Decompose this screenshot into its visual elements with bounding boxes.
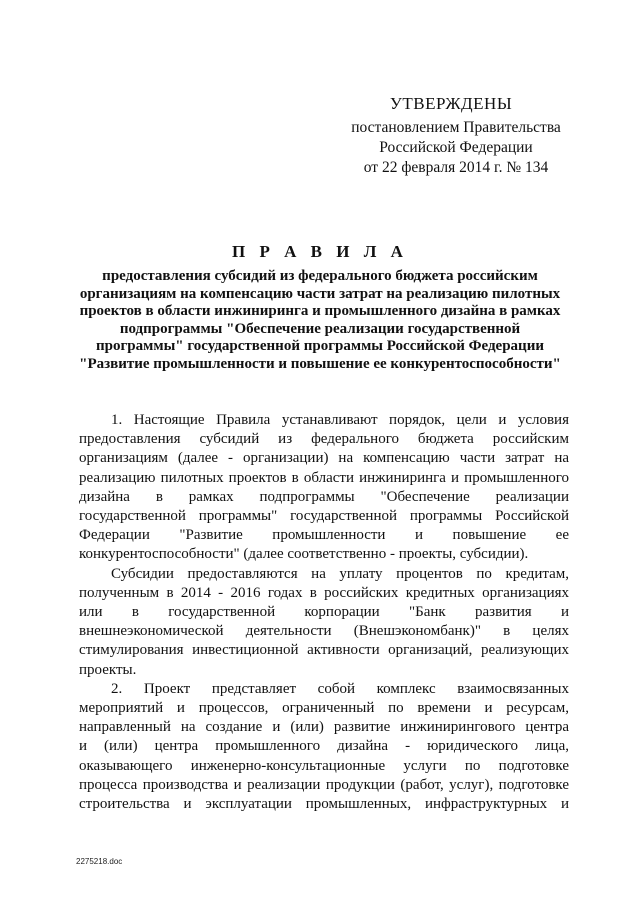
approval-heading: УТВЕРЖДЕНЫ (389, 94, 513, 113)
subtitle-line: программы" государственной программы Российской Федерации (96, 338, 544, 354)
text-line: государственной программы" государственной программы Российской (79, 508, 569, 525)
text-line: мероприятий и процессов, ограниченный по времени и ресурсам, (79, 700, 569, 717)
subtitle-line: организациям на компенсацию части затрат на реализацию пилотных (79, 285, 561, 302)
document-body (79, 411, 569, 814)
text-line: полученным в 2014 - 2016 годах в российских кредитных организациях (79, 584, 569, 601)
approval-line-2: Российской Федерации (379, 139, 533, 156)
document-subtitle (70, 268, 570, 373)
text-line: проекты. (79, 661, 137, 678)
text-line: направленный на создание и (или) развитие инжинирингового центра (79, 719, 569, 736)
document-title: П Р А В И Л А (232, 242, 408, 261)
text-line: строительства и эксплуатации промышленных, инфраструктурных и (79, 796, 569, 813)
text-line: 2. Проект представляет собой комплекс взаимосвязанных (111, 680, 569, 697)
subtitle-line: предоставления субсидий из федерального бюджета российским (102, 268, 538, 284)
approval-line-3: от 22 февраля 2014 г. № 134 (363, 159, 549, 176)
text-line: процесса производства и реализации продукции (работ, услуг), подготовке (79, 776, 569, 793)
text-line: реализацию пилотных проектов в области инжиниринга и промышленного (79, 469, 569, 486)
text-line: стимулирования инвестиционной активности организаций, реализующих (79, 642, 569, 659)
text-line: оказывающего инженерно-консультационные услуги по подготовке (79, 757, 569, 774)
text-line: или в государственной корпорации "Банк развития и (79, 604, 569, 621)
text-line: внешнеэкономической деятельности (Внешэкономбанк)" в целях (79, 623, 569, 640)
text-line: дизайна в рамках подпрограммы "Обеспечение реализации (79, 488, 569, 505)
subtitle-line: подпрограммы "Обеспечение реализации государственной (119, 320, 521, 337)
file-code: 2275218.doc (76, 857, 123, 866)
subtitle-line: "Развитие промышленности и повышение ее конкурентоспособности" (79, 355, 561, 372)
paragraph-1 (79, 411, 569, 565)
text-line: 1. Настоящие Правила устанавливают порядок, цели и условия (111, 412, 569, 428)
paragraph-3 (79, 680, 569, 814)
text-line: предоставления субсидий из федерального бюджета российским (79, 431, 569, 448)
text-line: Субсидии предоставляются на уплату процентов по кредитам, (111, 565, 569, 582)
text-line: организациям (далее - организации) на компенсацию части затрат на (79, 450, 569, 467)
approval-line-1: постановлением Правительства (351, 119, 561, 136)
text-line: и (или) центра промышленного дизайна - юридического лица, (79, 738, 569, 755)
subtitle-line: проектов в области инжиниринга и промышленного дизайна в рамках (79, 303, 561, 319)
paragraph-2 (79, 565, 569, 680)
text-line: конкурентоспособности" (далее соответственно - проекты, субсидии). (79, 546, 529, 563)
approval-stamp (336, 94, 576, 178)
text-line: Федерации "Развитие промышленности и повышение ее (79, 527, 569, 544)
